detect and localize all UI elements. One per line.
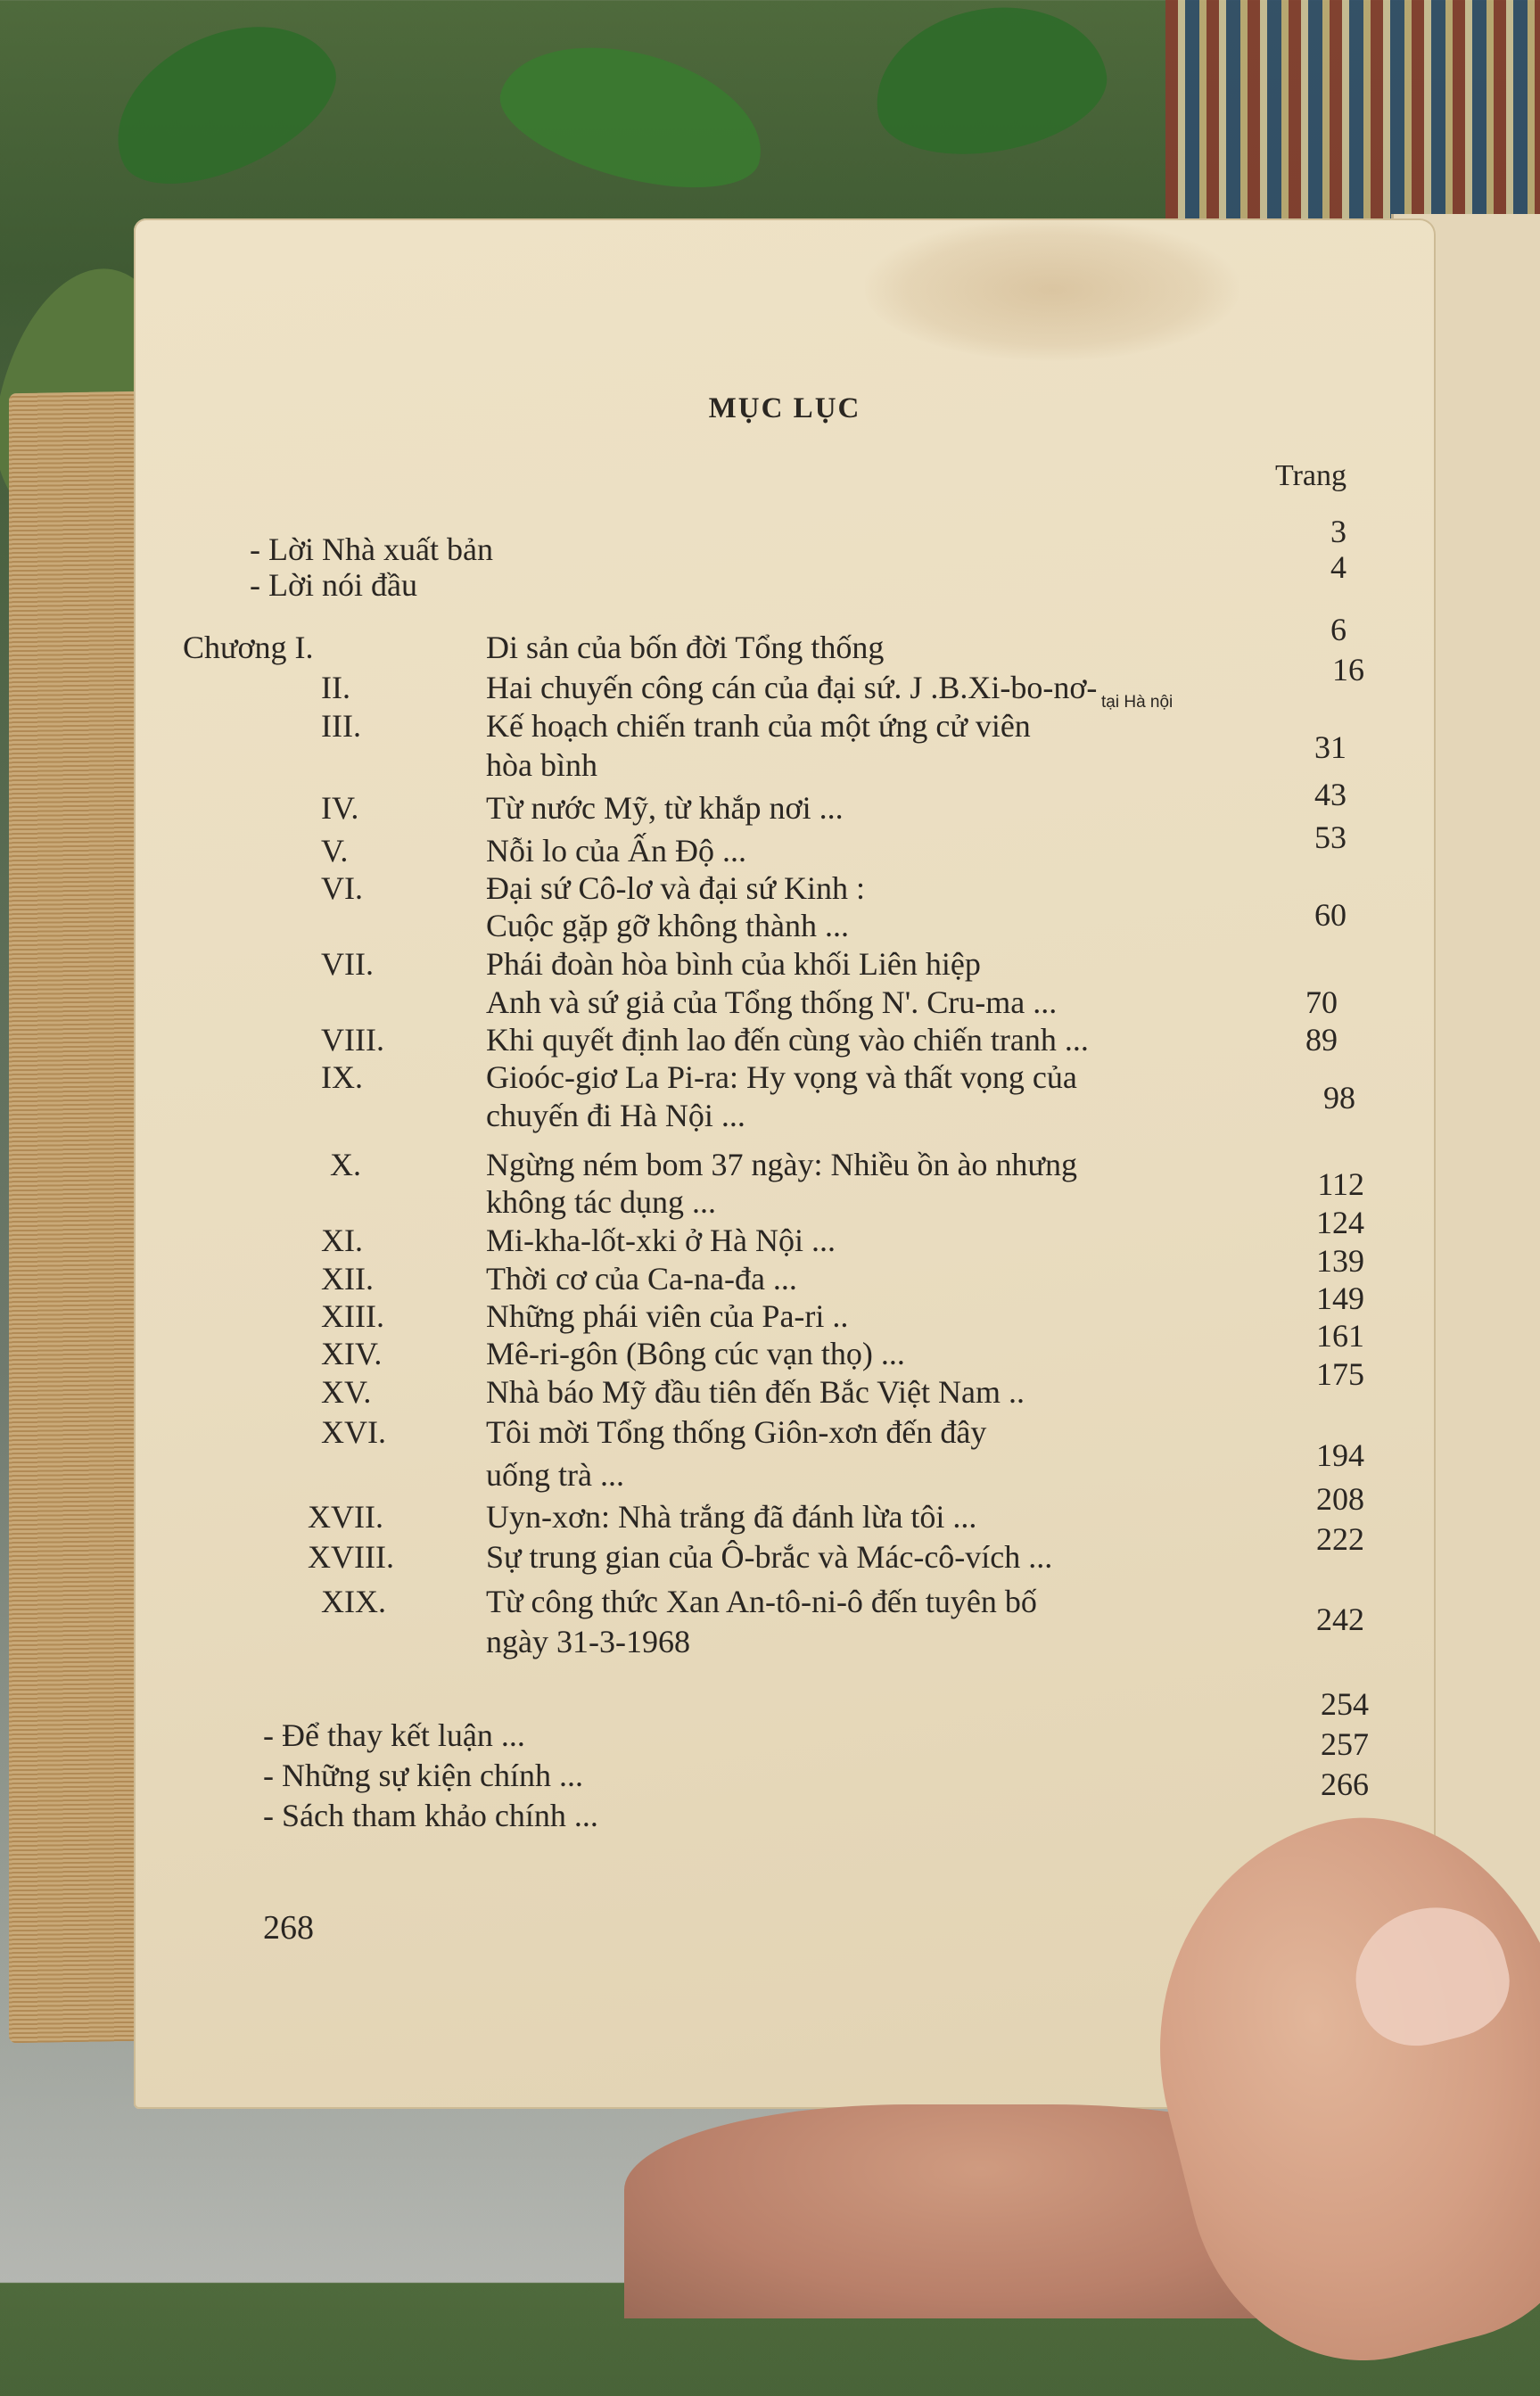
entry-title: Hai chuyến công cán của đại sứ. J .B.Xi-bo-nơ- bbox=[486, 670, 1098, 705]
entry-page: 89 bbox=[1305, 1022, 1338, 1058]
entry-title: - Lời nói đầu bbox=[250, 567, 417, 603]
entry-page: 254 bbox=[1321, 1686, 1369, 1722]
entry-title: Khi quyết định lao đến cùng vào chiến tranh ... bbox=[486, 1022, 1089, 1058]
toc-entry bbox=[134, 1021, 1436, 1060]
entry-title: uống trà ... bbox=[486, 1457, 624, 1493]
entry-title: hòa bình bbox=[486, 747, 597, 783]
entry-title: - Sách tham khảo chính ... bbox=[263, 1798, 598, 1833]
entry-page: 161 bbox=[1316, 1318, 1364, 1354]
entry-page: 98 bbox=[1323, 1080, 1355, 1116]
toc-entry bbox=[134, 819, 1436, 871]
chapter-number: VIII. bbox=[321, 1022, 384, 1058]
entry-title: Phái đoàn hòa bình của khối Liên hiệp bbox=[486, 946, 981, 982]
entry-title: - Những sự kiện chính ... bbox=[263, 1758, 583, 1793]
entry-title: Nhà báo Mỹ đầu tiên đến Bắc Việt Nam .. bbox=[486, 1374, 1025, 1410]
entry-title: Kế hoạch chiến tranh của một ứng cử viên bbox=[486, 708, 1031, 744]
entry-page: 139 bbox=[1316, 1243, 1364, 1279]
entry-title: Uyn-xơn: Nhà trắng đã đánh lừa tôi ... bbox=[486, 1499, 977, 1535]
entry-title: Sự trung gian của Ô-brắc và Mác-cô-vích ... bbox=[486, 1539, 1053, 1575]
entry-title: Thời cơ của Ca-na-đa ... bbox=[486, 1261, 797, 1297]
toc-entry bbox=[134, 984, 1436, 1023]
entry-title: ngày 31-3-1968 bbox=[486, 1624, 690, 1659]
entry-title: - Lời Nhà xuất bản bbox=[250, 531, 493, 567]
entry-page: 175 bbox=[1316, 1356, 1364, 1392]
entry-page: 43 bbox=[1314, 777, 1346, 812]
entry-title: Nỗi lo của Ấn Độ ... bbox=[486, 833, 746, 869]
toc-entry bbox=[134, 1080, 1436, 1136]
entry-title: Gioóc-giơ La Pi-ra: Hy vọng và thất vọng của bbox=[486, 1059, 1077, 1095]
entry-title: chuyến đi Hà Nội ... bbox=[486, 1098, 745, 1133]
chapter-number: XIX. bbox=[321, 1584, 386, 1619]
toc-entry bbox=[134, 513, 1436, 567]
entry-title: Cuộc gặp gỡ không thành ... bbox=[486, 908, 849, 943]
entry-title: Tôi mời Tổng thống Giôn-xơn đến đây bbox=[486, 1414, 987, 1450]
entry-page: 242 bbox=[1316, 1601, 1364, 1637]
entry-page: 3 bbox=[1330, 514, 1346, 549]
chapter-number: XI. bbox=[321, 1223, 363, 1258]
toc-entry bbox=[134, 548, 1436, 603]
book-page-edges bbox=[9, 391, 143, 2044]
entry-page: 53 bbox=[1314, 819, 1346, 855]
chapter-number: X. bbox=[330, 1147, 361, 1182]
chapter-number: VI. bbox=[321, 870, 363, 906]
entry-page: 16 bbox=[1332, 652, 1364, 688]
background-bookshelf bbox=[1165, 0, 1540, 232]
entry-page: 6 bbox=[1330, 612, 1346, 647]
chapter-number: IX. bbox=[321, 1059, 363, 1095]
entry-title: Mi-kha-lốt-xki ở Hà Nội ... bbox=[486, 1223, 836, 1258]
entry-page: 266 bbox=[1321, 1766, 1369, 1802]
entry-page: 149 bbox=[1316, 1280, 1364, 1316]
chapter-number: XIV. bbox=[321, 1336, 383, 1371]
entry-page: 70 bbox=[1305, 984, 1338, 1020]
entry-title: Di sản của bốn đời Tổng thống bbox=[486, 630, 885, 665]
table-of-contents bbox=[134, 218, 1436, 2002]
page-number: 268 bbox=[263, 1909, 314, 1947]
chapter-number: XVIII. bbox=[308, 1539, 394, 1575]
entry-page: 194 bbox=[1316, 1437, 1364, 1473]
handwritten-note: tại Hà nội bbox=[1101, 693, 1174, 712]
chapter-number: Chương I. bbox=[183, 630, 314, 665]
chapter-number: XV. bbox=[321, 1374, 372, 1410]
entry-page: 124 bbox=[1316, 1205, 1364, 1240]
entry-title: Đại sứ Cô-lơ và đại sứ Kinh : bbox=[486, 870, 866, 906]
entry-page: 31 bbox=[1314, 729, 1346, 765]
plant-leaf bbox=[488, 21, 778, 211]
chapter-number: IV. bbox=[321, 790, 359, 826]
chapter-number: III. bbox=[321, 708, 361, 744]
entry-page: 4 bbox=[1330, 549, 1346, 585]
plant-leaf bbox=[863, 0, 1116, 170]
entry-title: Mê-ri-gôn (Bông cúc vạn thọ) ... bbox=[486, 1336, 905, 1371]
toc-heading: MỤC LỤC bbox=[708, 392, 861, 424]
chapter-number: XII. bbox=[321, 1261, 374, 1297]
chapter-number: II. bbox=[321, 670, 350, 705]
entry-title: Từ công thức Xan An-tô-ni-ô đến tuyên bố bbox=[486, 1584, 1037, 1619]
entry-page: 60 bbox=[1314, 897, 1346, 933]
entry-title: không tác dụng ... bbox=[486, 1184, 716, 1220]
entry-title: Từ nước Mỹ, từ khắp nơi ... bbox=[486, 790, 844, 826]
entry-page: 208 bbox=[1316, 1481, 1364, 1517]
chapter-number: XIII. bbox=[321, 1298, 384, 1334]
entry-page: 222 bbox=[1316, 1521, 1364, 1557]
chapter-number: V. bbox=[321, 833, 349, 869]
toc-entry bbox=[134, 897, 1436, 946]
chapter-number: VII. bbox=[321, 946, 374, 982]
toc-entry bbox=[134, 1521, 1436, 1577]
entry-page: 112 bbox=[1317, 1166, 1364, 1202]
plant-leaf bbox=[89, 0, 356, 212]
chapter-number: XVII. bbox=[308, 1499, 383, 1535]
entry-title: - Để thay kết luận ... bbox=[263, 1717, 525, 1753]
page-column-label: Trang bbox=[1275, 459, 1346, 492]
toc-entry bbox=[134, 945, 1436, 984]
book-page bbox=[134, 218, 1436, 2109]
chapter-number: XVI. bbox=[321, 1414, 386, 1450]
toc-entry bbox=[134, 1356, 1436, 1412]
entry-title: Những phái viên của Pa-ri .. bbox=[486, 1298, 849, 1334]
entry-title: Ngừng ném bom 37 ngày: Nhiều ồn ào nhưng bbox=[486, 1147, 1077, 1182]
toc-entry bbox=[134, 652, 1436, 708]
entry-page: 257 bbox=[1321, 1726, 1369, 1762]
entry-title: Anh và sứ giả của Tổng thống N'. Cru-ma ... bbox=[486, 984, 1058, 1020]
